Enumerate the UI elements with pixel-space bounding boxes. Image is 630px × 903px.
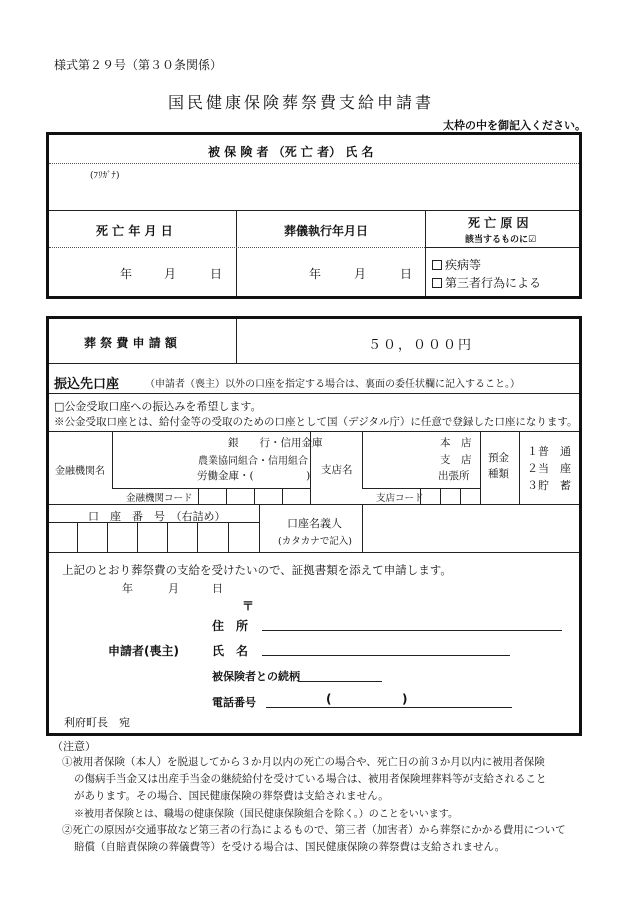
name-underline <box>262 655 510 656</box>
divider <box>49 431 579 432</box>
note-1-line: があります。その場合、国民健康保険の葬祭費は支給されません。 <box>74 790 389 802</box>
deceased-name-heading: 被 保 険 者 （死 亡 者） 氏 名 <box>208 145 374 159</box>
cause-option-third-party[interactable] <box>432 274 541 291</box>
note-2-line: 賠償（自賠責保険の葬儀費等）を受ける場合は、国民健康保険の葬祭費は支給されません。 <box>74 841 506 853</box>
death-cause-note: 該当するものに☑ <box>465 235 537 245</box>
divider <box>362 432 363 488</box>
funeral-date-input[interactable] <box>240 250 422 294</box>
divider <box>49 210 579 211</box>
phone-paren-open: ( <box>326 692 332 706</box>
applicant-label: 申請者(喪主) <box>108 644 179 658</box>
amount-label: 葬 祭 費 申 請 額 <box>84 336 177 350</box>
notes-heading: （注意） <box>52 740 96 753</box>
divider <box>49 163 579 164</box>
note-2-line: ②死亡の原因が交通事故など第三者の行為によるもので、第三者（加害者）から葬祭にかかる費用について <box>62 824 566 836</box>
branch-type[interactable]: 本 店 <box>440 437 472 449</box>
account-number-label: 口 座 番 号 （右詰め） <box>88 510 226 523</box>
relation-label: 被保険者との続柄 <box>212 670 300 683</box>
relation-input[interactable] <box>298 665 382 681</box>
funeral-month-label: 月 <box>354 267 367 281</box>
institution-type[interactable]: 労働金庫・( ) <box>197 470 311 482</box>
address-input[interactable] <box>262 614 562 630</box>
funeral-year-label: 年 <box>309 267 322 281</box>
deposit-type-label: 預金 種類 <box>488 452 509 480</box>
branch-type[interactable]: 支 店 <box>440 454 472 466</box>
checkbox[interactable] <box>432 278 442 288</box>
application-day-label: 日 <box>212 582 223 595</box>
divider <box>49 552 579 553</box>
institution-code-label: 金融機関コード <box>126 493 193 504</box>
divider <box>425 247 579 248</box>
phone-underline <box>266 707 512 708</box>
divider <box>49 247 425 248</box>
account-holder-note: (カタカナで記入) <box>278 536 352 547</box>
account-holder-label: 口座名義人 <box>287 517 342 530</box>
death-cause-label: 死 亡 原 因 <box>468 216 529 230</box>
divider <box>49 393 579 394</box>
account-heading: 振込先口座 <box>54 377 120 392</box>
branch-type[interactable]: 出張所 <box>438 470 470 482</box>
cause-option-label: 疾病等 <box>445 258 482 272</box>
divider <box>112 432 113 488</box>
name-label: 氏 名 <box>212 644 249 658</box>
cause-option-label: 第三者行為による <box>445 276 542 290</box>
institution-type[interactable]: 農業協同組合・信用組合 <box>198 456 308 467</box>
branch-label: 支店名 <box>321 464 353 476</box>
furigana-label: (ﾌﾘｶﾞﾅ) <box>90 171 120 181</box>
note-1-sub: ※被用者保険とは、職場の健康保険（国民健康保険組合を除く。）のことをいいます。 <box>74 809 458 820</box>
application-month-label: 月 <box>168 582 179 595</box>
death-date-label: 死 亡 年 月 日 <box>96 224 173 238</box>
application-year-label: 年 <box>122 582 133 595</box>
branch-code-input[interactable] <box>421 489 479 503</box>
divider <box>480 432 481 504</box>
cause-option-illness[interactable] <box>432 256 481 273</box>
postal-code-input[interactable] <box>256 596 376 612</box>
deceased-name-input[interactable] <box>130 166 570 208</box>
death-date-input[interactable] <box>52 250 234 294</box>
relation-underline <box>298 681 382 682</box>
divider <box>519 432 520 504</box>
phone-input[interactable] <box>266 691 512 707</box>
deposit-type-option[interactable]: １普 通 <box>527 445 571 458</box>
divider <box>49 363 579 364</box>
address-underline <box>262 630 562 631</box>
addressee: 利府町長 宛 <box>64 716 130 729</box>
deposit-type-option[interactable]: ３貯 蓄 <box>527 479 571 492</box>
funeral-date-label: 葬儀執行年月日 <box>284 224 369 238</box>
divider <box>49 504 579 505</box>
divider <box>236 319 237 363</box>
account-number-input[interactable] <box>50 523 258 551</box>
institution-type[interactable]: 銀 行・信用金庫 <box>228 437 323 449</box>
deposit-type-option[interactable]: ２当 座 <box>527 462 571 475</box>
death-year-label: 年 <box>120 267 133 281</box>
divider <box>259 504 260 552</box>
phone-paren-close: ) <box>402 692 408 706</box>
account-holder-input[interactable] <box>365 507 577 549</box>
page-title: 国民健康保険葬祭費支給申請書 <box>168 93 435 112</box>
application-statement: 上記のとおり葬祭費の支給を受けたいので、証拠書類を添えて申請します。 <box>62 563 452 577</box>
divider <box>362 504 363 552</box>
divider <box>236 211 237 296</box>
applicant-name-input[interactable] <box>262 639 510 655</box>
branch-code-label: 支店コード <box>376 493 424 504</box>
instruction-text: 太枠の中を御記入ください。 <box>443 119 586 132</box>
amount-value: ５０，０００円 <box>368 338 474 353</box>
public-account-note: ※公金受取口座とは、給付金等の受取のための口座として国（デジタル庁）に任意で登録した口座になります。 <box>54 416 578 428</box>
postal-mark: 〒 <box>242 599 255 613</box>
phone-label: 電話番号 <box>212 696 256 709</box>
divider <box>425 211 426 296</box>
checkbox[interactable] <box>432 260 442 270</box>
death-day-label: 日 <box>210 267 223 281</box>
institution-code-input[interactable] <box>199 489 309 503</box>
institution-label: 金融機関名 <box>55 466 105 477</box>
public-account-checkbox[interactable]: □公金受取口座への振込みを希望します。 <box>54 400 262 413</box>
note-1-line: の傷病手当金又は出産手当金の継続給付を受けている場合は、被用者保険埋葬料等が支給されること <box>74 773 547 785</box>
account-note: （申請者（喪主）以外の口座を指定する場合は、裏面の委任状欄に記入すること。） <box>145 379 520 390</box>
form-number: 様式第２９号（第３０条関係） <box>54 58 223 72</box>
death-month-label: 月 <box>164 267 177 281</box>
address-label: 住 所 <box>212 619 249 633</box>
note-1-line: ①被用者保険（本人）を脱退してから３か月以内の死亡の場合や、死亡日の前３か月以内に被用者保険 <box>62 756 545 768</box>
funeral-day-label: 日 <box>400 267 413 281</box>
